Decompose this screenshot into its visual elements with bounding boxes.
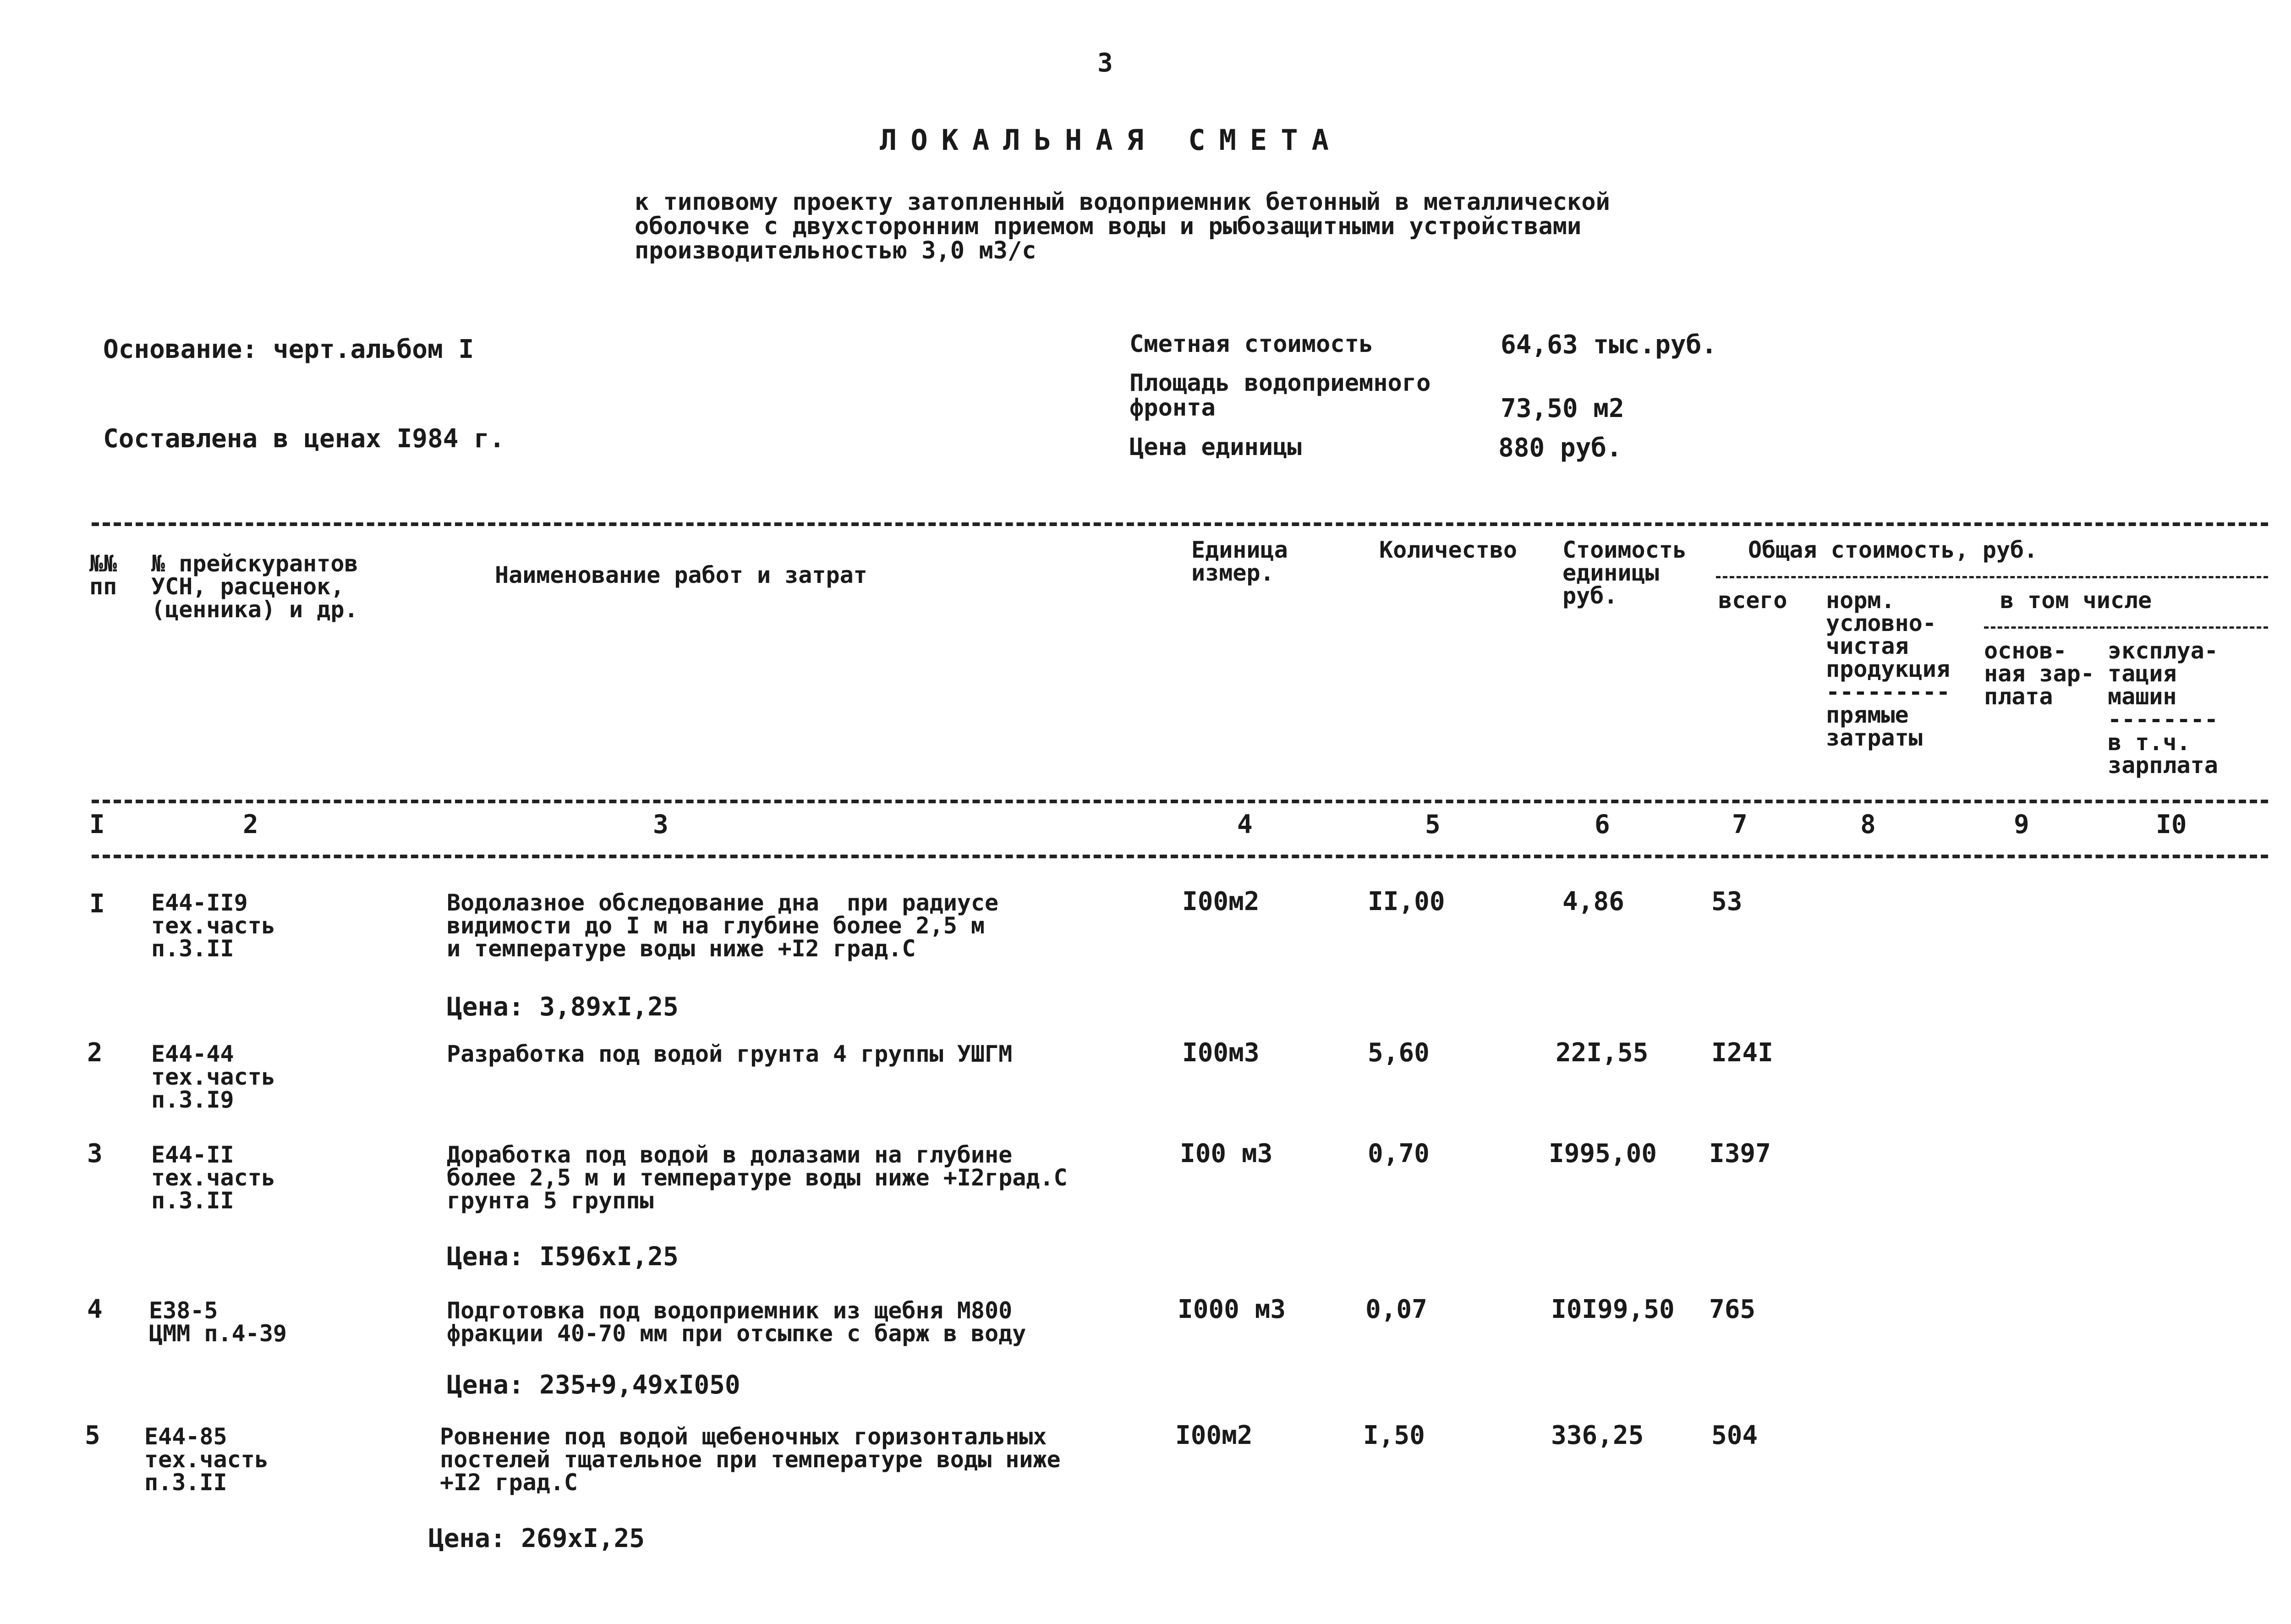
cost-label: Сметная стоимость [1129,330,1374,358]
row-number: 3 [87,1139,103,1169]
row-total: 765 [1709,1295,1756,1324]
row-price: Цена: I596хI,25 [447,1242,679,1272]
row-total: 504 [1711,1421,1758,1450]
basis: Основание: черт.альбом I [103,335,474,364]
subtitle-line: оболочке с двухсторонним приемом воды и рыбозащитными устройствами [635,213,1582,240]
area-label: Площадь водоприемного [1129,369,1431,397]
area-value: 73,50 м2 [1501,394,1624,423]
subtitle-line: к типовому проекту затопленный водоприемник бетонный в металлической [635,188,1610,216]
row-description: Подготовка под водоприемник из щебня М800 фракции 40-70 мм при отсыпке с барж в воду [447,1297,1026,1347]
row-unit: I00 м3 [1180,1139,1273,1169]
header-col-4: Единица измер. [1191,537,1288,586]
col-number: 4 [1237,810,1253,839]
header-including: в том числе [2000,587,2152,614]
prices-year: Составлена в ценах I984 г. [103,424,505,454]
row-description: Доработка под водой в долазами на глубине более 2,5 м и температуре воды ниже +I2град.С грунта 5 группы [447,1141,1068,1214]
header-col-10: эксплуа- тация машин -------- в т.ч. зарплата [2108,637,2218,779]
subtitle-line: производительностью 3,0 м3/с [635,237,1036,264]
row-total: I24I [1711,1038,1773,1068]
header-col-1: №№ пп [89,550,117,600]
col-number: 7 [1732,810,1748,839]
header-col-6: Стоимость единицы руб. [1562,537,1687,609]
col-number: 8 [1860,810,1876,839]
row-number: I [89,889,105,919]
row-unit-cost: I995,00 [1549,1139,1657,1169]
row-description: Разработка под водой грунта 4 группы УШГМ [447,1041,1013,1067]
row-number: 2 [87,1038,103,1068]
row-quantity: II,00 [1368,887,1445,916]
header-col-9: основ- ная зар- плата [1984,637,2094,710]
row-code: Е44-44 тех.часть п.3.I9 [151,1041,275,1113]
unit-price-label: Цена единицы [1129,433,1302,461]
col-number: I0 [2156,810,2187,839]
header-col-2: № прейскурантов УСН, расценок, (ценника) и др. [151,550,358,623]
divider [92,800,2268,803]
col-number: 2 [243,810,258,839]
row-description: Водолазное обследование дна при радиусе видимости до I м на глубине более 2,5 м и температуре воды ниже +I2 град.С [447,889,999,962]
row-code: Е44-II тех.часть п.3.II [151,1141,275,1214]
row-price: Цена: 235+9,49хI050 [447,1370,740,1400]
divider [1716,576,2268,578]
divider [92,855,2268,858]
col-number: I [89,810,105,839]
col-number: 3 [653,810,669,839]
row-number: 5 [85,1421,100,1450]
col-number: 6 [1595,810,1610,839]
row-quantity: 5,60 [1368,1038,1430,1068]
row-code: Е44-II9 тех.часть п.3.II [151,889,275,962]
area-label-2: фронта [1129,394,1216,422]
page-title: ЛОКАЛЬНАЯ СМЕТА [880,123,1343,157]
row-code: Е44-85 тех.часть п.3.II [144,1423,269,1496]
row-unit: I00м2 [1175,1421,1253,1450]
row-unit: I00м2 [1182,887,1260,916]
header-col-5: Количество [1379,537,1518,563]
cost-value: 64,63 тыс.руб. [1501,330,1717,360]
row-quantity: 0,70 [1368,1139,1430,1169]
row-number: 4 [87,1295,103,1324]
row-description: Ровнение под водой щебеночных горизонтальных постелей тщательное при температуре воды ниже +I2 град.С [440,1423,1061,1496]
row-code: Е38-5 ЦММ п.4-39 [149,1297,287,1347]
row-unit-cost: 336,25 [1551,1421,1644,1450]
col-number: 9 [2014,810,2029,839]
row-quantity: I,50 [1363,1421,1425,1450]
row-price: Цена: 269хI,25 [428,1524,645,1553]
unit-price-value: 880 руб. [1498,433,1622,463]
divider [1984,626,2268,629]
page-number: 3 [1097,48,1113,78]
header-total: Общая стоимость, руб. [1748,537,2038,563]
row-unit: I000 м3 [1178,1295,1286,1324]
row-price: Цена: 3,89хI,25 [447,992,679,1022]
divider [92,522,2268,526]
row-unit-cost: 22I,55 [1556,1038,1649,1068]
header-col-7: всего [1718,587,1787,614]
col-number: 5 [1425,810,1441,839]
row-total: I397 [1709,1139,1771,1169]
row-quantity: 0,07 [1365,1295,1427,1324]
row-total: 53 [1711,887,1743,916]
row-unit-cost: I0I99,50 [1551,1295,1675,1324]
header-col-8: норм. условно- чистая продукция --------- прямые затраты [1826,587,1950,751]
header-col-3: Наименование работ и затрат [495,562,867,588]
row-unit: I00м3 [1182,1038,1260,1068]
row-unit-cost: 4,86 [1562,887,1624,916]
